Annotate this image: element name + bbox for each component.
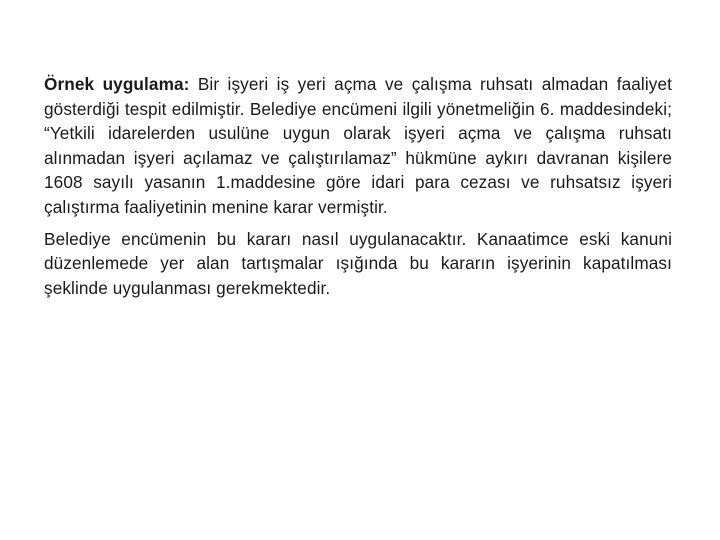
opinion-paragraph: Belediye encümenin bu kararı nasıl uygulanacaktır. Kanaatimce eski kanuni düzenlemede yer alan tartışmalar ışığında bu kararın işyerinin kapatılması şeklinde uygulanması gerekmektedir. <box>44 228 672 298</box>
example-heading: Örnek uygulama: <box>44 74 190 94</box>
example-paragraph <box>44 72 672 220</box>
slide-content <box>44 72 672 300</box>
example-body-text: Bir işyeri iş yeri açma ve çalışma ruhsatı almadan faaliyet gösterdiği tespit edilmiştir. Belediye encümeni ilgili yönetmeliğin 6. maddesindeki; “Yetkili idarelerden usulüne uygun olarak işyeri açma ve çalışma ruhsatı alınmadan işyeri açılamaz ve çalıştırılamaz” hükmüne aykırı davranan kişilere 1608 sayılı yasanın 1.maddesine göre idari para cezası ve ruhsatsız işyeri çalıştırma faaliyetinin menine karar vermiştir. <box>44 74 672 217</box>
